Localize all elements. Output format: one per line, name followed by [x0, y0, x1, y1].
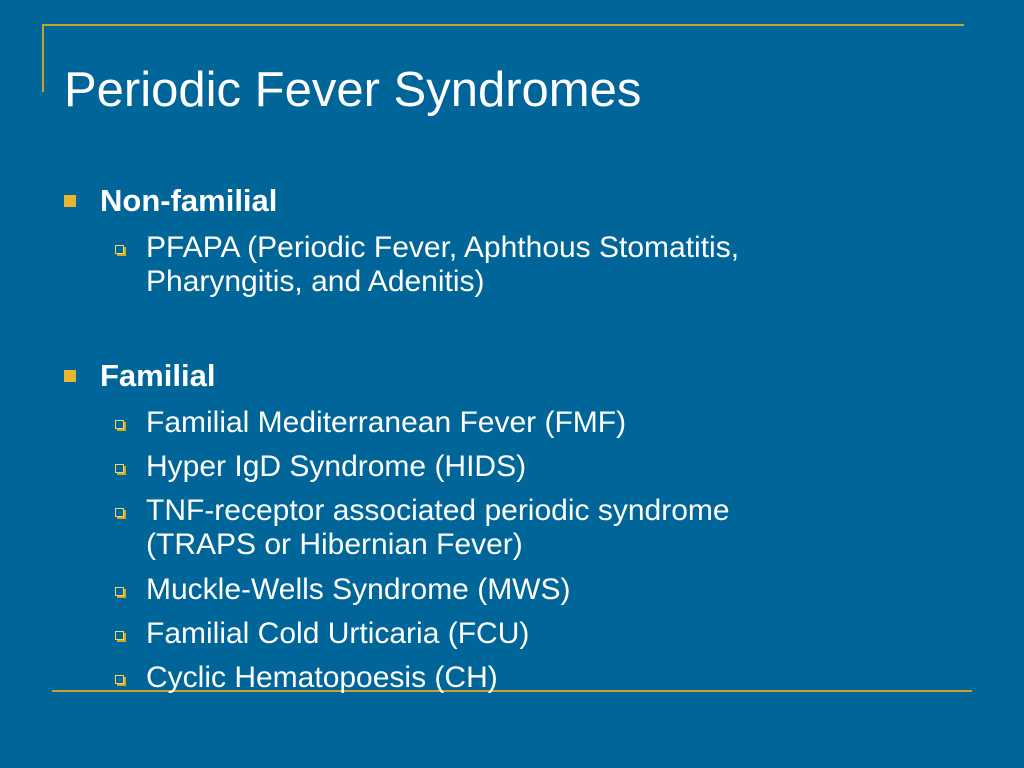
hollow-square-bullet-icon	[115, 420, 124, 429]
list-item-line: TNF-receptor associated periodic syndrome	[146, 494, 730, 527]
section-heading-label: Non-familial	[100, 183, 278, 218]
list-item-line: (TRAPS or Hibernian Fever)	[146, 528, 523, 561]
hollow-square-bullet-icon	[115, 464, 124, 473]
slide-title: Periodic Fever Syndromes	[64, 63, 642, 117]
hollow-square-bullet-icon	[115, 508, 124, 517]
list-item-line: Pharyngitis, and Adenitis)	[146, 265, 485, 298]
list-item-line: Familial Mediterranean Fever (FMF)	[146, 406, 627, 439]
section-heading-non-familial	[100, 183, 277, 219]
hollow-square-bullet-icon	[115, 245, 124, 254]
list-item-line: Cyclic Hematopoesis (CH)	[146, 661, 498, 694]
list-item-line: Familial Cold Urticaria (FCU)	[146, 617, 530, 650]
hollow-square-bullet-icon	[115, 587, 124, 596]
list-item-traps	[146, 494, 730, 562]
list-item-hids	[146, 450, 526, 484]
list-item-pfapa	[146, 231, 739, 299]
square-bullet-icon	[64, 370, 76, 382]
list-item-line: Muckle-Wells Syndrome (MWS)	[146, 573, 571, 606]
section-heading-familial	[100, 358, 215, 394]
list-item-fcu	[146, 617, 529, 651]
list-item-line: PFAPA (Periodic Fever, Aphthous Stomatitis,	[146, 231, 740, 264]
hollow-square-bullet-icon	[115, 675, 124, 684]
square-bullet-icon	[64, 195, 76, 207]
list-item-mws	[146, 573, 571, 607]
section-heading-label: Familial	[100, 358, 216, 393]
hollow-square-bullet-icon	[115, 631, 124, 640]
list-item-line: Hyper IgD Syndrome (HIDS)	[146, 450, 527, 483]
list-item-ch	[146, 661, 498, 695]
list-item-fmf	[146, 406, 626, 440]
